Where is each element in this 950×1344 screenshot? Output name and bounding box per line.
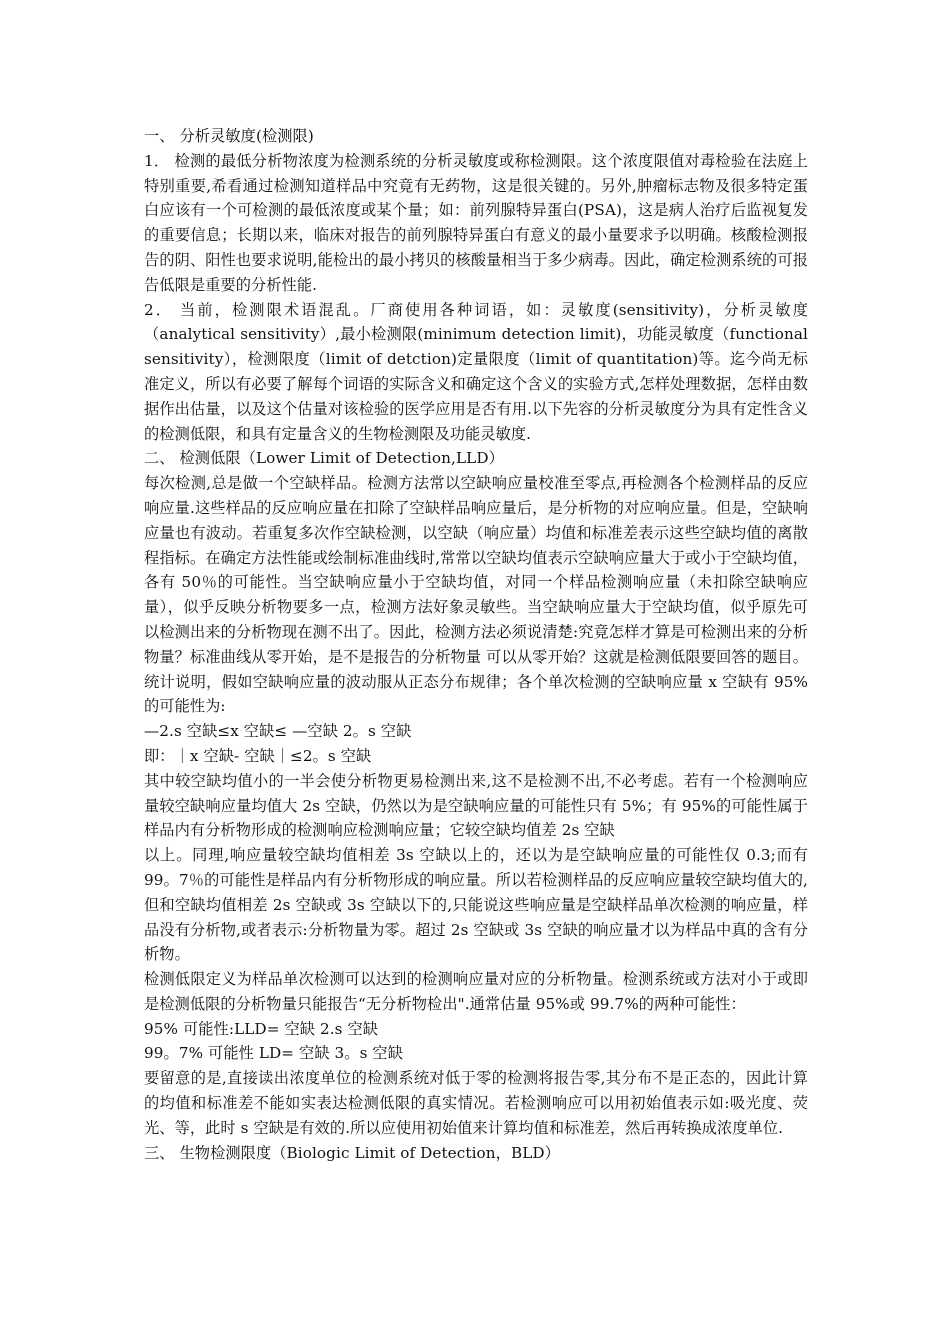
formula-line-3: 95% 可能性:LLD= 空缺 2.s 空缺 [144,1019,379,1038]
formula-line-2: 即：｜x 空缺- 空缺｜≤2。s 空缺 [144,746,372,765]
formula-line-1: —2.s 空缺≤x 空缺≤ —空缺 2。s 空缺 [144,722,412,741]
paragraph-6: 检测低限定义为样品单次检测可以达到的检测响应量对应的分析物量。检测系统或方法对小于或即是检测低限的分析物量只能报告“无分析物检出".通常估量 95%或 99.7%的两种可能性： [144,970,808,1013]
paragraph-2: 2． 当前，检测限术语混乱。厂商使用各种词语，如：灵敏度(sensitivity)，分析灵敏度（analytical sensitivity）,最小检测限(minimum detection limit)，功能灵敏度（functional sensitivity），检测限度（limit of detction)定量限度（limit of quantitation)等。迄今尚无标准定义，所以有必要了解每个词语的实际含义和确定这个含义的实验方式,怎样处理数据，怎样由数据作出估量，以及这个估量对该检验的医学应用是否有用.以下先容的分析灵敏度分为具有定性含义的检测低限，和具有定量含义的生物检测限及功能灵敏度. [144,300,808,443]
section-heading-2: 二、 检测低限（Lower Limit of Detection,LLD） [144,449,504,468]
formula-line-4: 99。7% 可能性 LD= 空缺 3。s 空缺 [144,1044,403,1063]
document-body [144,124,808,1165]
section-heading-1: 一、 分析灵敏度(检测限) [144,127,314,145]
paragraph-1: 1． 检测的最低分析物浓度为检测系统的分析灵敏度或称检测限。这个浓度限值对毒检验在法庭上特别重要,希看通过检测知道样品中究竟有无药物，这是很关键的。另外,肿瘤标志物及很多特定蛋白应该有一个可检测的最低浓度或某个量；如：前列腺特异蛋白(PSA)，这是病人治疗后监视复发的重要信息；长期以来，临床对报告的前列腺特异蛋白有意义的最小量要求予以明确。核酸检测报告的阴、阳性也要求说明,能检出的最小拷贝的核酸量相当于多少病毒。因此，确定检测系统的可报告低限是重要的分析性能. [144,151,808,294]
paragraph-3: 每次检测,总是做一个空缺样品。检测方法常以空缺响应量校准至零点,再检测各个检测样品的反应响应量.这些样品的反应响应量在扣除了空缺样品响应量后，是分析物的对应响应量。但是，空缺响应量也有波动。若重复多次作空缺检测，以空缺（响应量）均值和标准差表示这些空缺均值的离散程指标。在确定方法性能或绘制标准曲线时,常常以空缺均值表示空缺响应量大于或小于空缺均值，各有 50％的可能性。当空缺响应量小于空缺均值，对同一个样品检测响应量（未扣除空缺响应量），似乎反映分析物要多一点，检测方法好象灵敏些。当空缺响应量大于空缺均值，似乎原先可以检测出来的分析物现在测不出了。因此，检测方法必须说清楚:究竟怎样才算是可检测出来的分析物量？标准曲线从零开始，是不是报告的分析物量 可以从零开始？这就是检测低限要回答的题目。统计说明，假如空缺响应量的波动服从正态分布规律；各个单次检测的空缺响应量 x 空缺有 95%的可能性为: [144,474,808,716]
section-heading-3: 三、 生物检测限度（Biologic Limit of Detection，BLD） [144,1143,560,1162]
paragraph-7: 要留意的是,直接读出浓度单位的检测系统对低于零的检测将报告零,其分布不是正态的，因此计算的均值和标准差不能如实表达检测低限的真实情况。若检测响应可以用初始值表示如:吸光度、荧光、等，此时 s 空缺是有效的.所以应使用初始值来计算均值和标准差，然后再转换成浓度单位. [144,1069,808,1137]
paragraph-4: 其中较空缺均值小的一半会使分析物更易检测出来,这不是检测不出,不必考虑。若有一个检测响应量较空缺响应量均值大 2s 空缺，仍然以为是空缺响应量的可能性只有 5%；有 95%的可能性属于样品内有分析物形成的检测响应检测响应量；它较空缺均值差 2s 空缺 [144,771,808,840]
paragraph-5: 以上。同理,响应量较空缺均值相差 3s 空缺以上的，还以为是空缺响应量的可能性仅 0.3;而有 99。7％的可能性是样品内有分析物形成的响应量。所以若检测样品的反应响应量较空缺均值大的,但和空缺均值相差 2s 空缺或 3s 空缺以下的,只能说这些响应量是空缺样品单次检测的响应量，样品没有分析物,或者表示:分析物量为零。超过 2s 空缺或 3s 空缺的响应量才以为样品中真的含有分析物。 [144,846,808,964]
